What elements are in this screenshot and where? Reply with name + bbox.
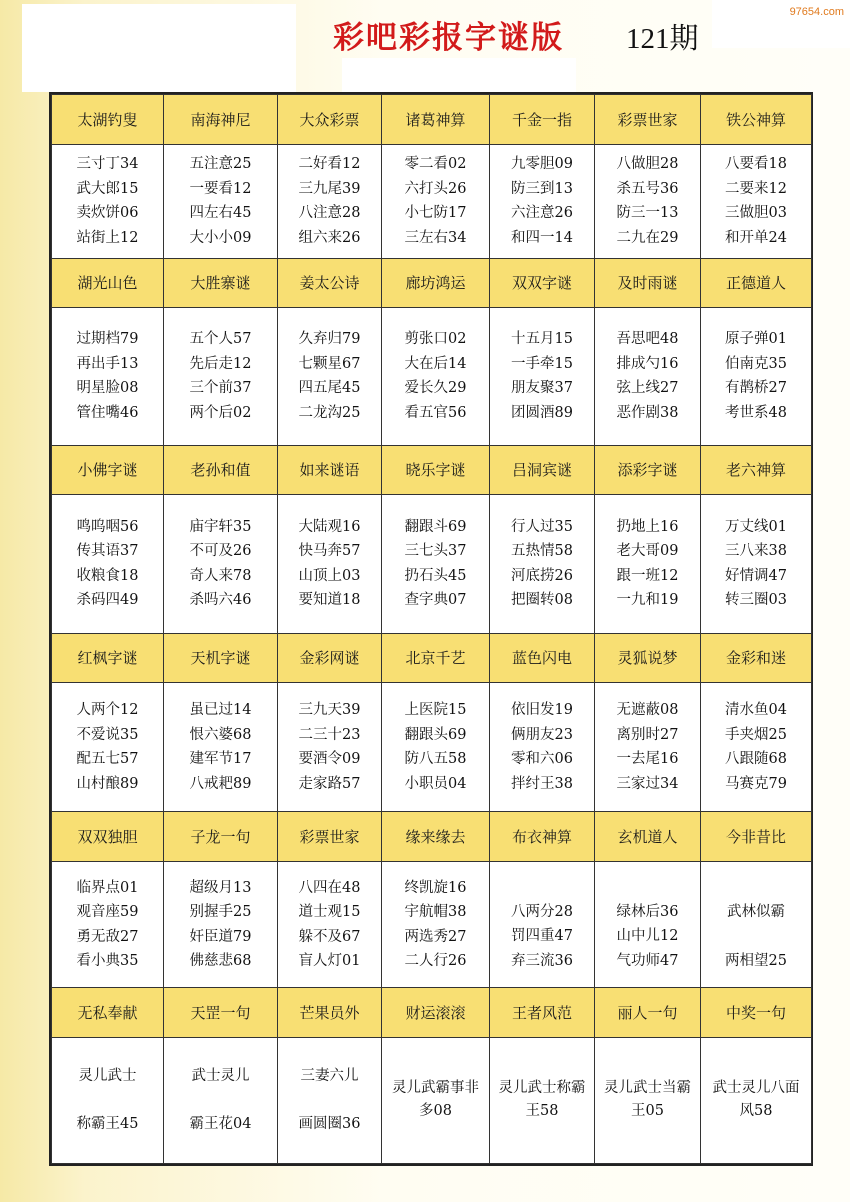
entry-line: 吾思吧48 xyxy=(616,331,679,348)
entry-cell xyxy=(164,1037,278,1163)
entry-cell xyxy=(595,683,701,812)
entry-line: 一九和19 xyxy=(616,592,679,609)
entry-line: 考世系48 xyxy=(725,404,787,421)
column-header: 吕洞宾谜 xyxy=(490,445,595,495)
entry-line: 八四在48 xyxy=(298,879,361,896)
entry-row xyxy=(52,862,812,988)
entry-line: 老大哥09 xyxy=(616,543,679,560)
entry-line: 一去尾16 xyxy=(616,751,679,768)
entry-line: 大在后14 xyxy=(404,355,467,372)
entry-cell xyxy=(52,308,164,445)
entry-line: 五注意25 xyxy=(189,156,252,173)
entry-line: 拌纣王38 xyxy=(511,775,573,792)
entry-line: 卖炊饼06 xyxy=(76,205,139,222)
entry-line: 二九在29 xyxy=(616,229,679,246)
entry-cell xyxy=(595,495,701,633)
entry-line: 庙宇轩35 xyxy=(189,518,252,535)
entry-line: 上医院15 xyxy=(404,702,467,719)
entry-line: 画圆圈36 xyxy=(298,1116,361,1133)
entry-line: 走家路57 xyxy=(298,775,361,792)
column-header: 无私奉献 xyxy=(52,988,164,1038)
entry-line: 大小小09 xyxy=(189,229,252,246)
entry-cell xyxy=(701,308,812,445)
entry-line: 虽已过14 xyxy=(189,702,252,719)
entry-line: 灵儿武士当霸王05 xyxy=(604,1080,691,1120)
column-header: 芒果员外 xyxy=(278,988,382,1038)
entry-line: 三七头37 xyxy=(404,543,467,560)
entry-line: 躲不及67 xyxy=(298,928,361,945)
column-header: 王者风范 xyxy=(490,988,595,1038)
entry-cell xyxy=(701,862,812,988)
entry-line: 排成勺16 xyxy=(616,355,679,372)
column-header: 中奖一句 xyxy=(701,988,812,1038)
entry-line: 手夹烟25 xyxy=(725,726,787,743)
entry-line: 二龙沟25 xyxy=(298,404,361,421)
entry-row xyxy=(52,308,812,445)
entry-cell xyxy=(382,1037,490,1163)
entry-line: 八跟随68 xyxy=(725,751,787,768)
entry-line: 防三一13 xyxy=(616,205,679,222)
entry-line: 三九天39 xyxy=(298,702,361,719)
column-header: 正德道人 xyxy=(701,258,812,308)
entry-cell xyxy=(164,308,278,445)
entry-cell xyxy=(382,683,490,812)
entry-line: 防八五58 xyxy=(404,751,467,768)
entry-cell xyxy=(164,144,278,258)
column-header: 金彩和迷 xyxy=(701,633,812,683)
entry-line: 八两分28 xyxy=(511,903,573,920)
entry-line: 八注意28 xyxy=(298,205,361,222)
entry-line: 小七防17 xyxy=(404,205,467,222)
column-header: 添彩字谜 xyxy=(595,445,701,495)
entry-line: 气功师47 xyxy=(616,952,679,969)
entry-line: 查字典07 xyxy=(404,592,467,609)
entry-line: 三左右34 xyxy=(404,229,467,246)
entry-cell xyxy=(278,144,382,258)
entry-line: 马赛克79 xyxy=(725,775,787,792)
entry-cell xyxy=(278,308,382,445)
entry-line xyxy=(701,925,811,949)
entry-line: 大陆观16 xyxy=(298,518,361,535)
entry-line: 翻跟斗69 xyxy=(404,518,467,535)
entry-line: 奇人来78 xyxy=(189,567,252,584)
column-header: 天机字谜 xyxy=(164,633,278,683)
entry-cell xyxy=(382,144,490,258)
column-header: 玄机道人 xyxy=(595,812,701,862)
entry-line: 离别时27 xyxy=(616,726,679,743)
riddle-board xyxy=(49,92,813,1166)
entry-line: 和开单24 xyxy=(725,229,787,246)
entry-line: 绿林后36 xyxy=(616,903,679,920)
entry-line: 快马奔57 xyxy=(298,543,361,560)
header-row xyxy=(52,445,812,495)
column-header: 太湖钓叟 xyxy=(52,95,164,145)
entry-line: 好情调47 xyxy=(725,567,787,584)
entry-line: 八做胆28 xyxy=(616,156,679,173)
column-header: 子龙一句 xyxy=(164,812,278,862)
white-patch-left xyxy=(22,4,296,92)
entry-line: 称霸王45 xyxy=(76,1116,139,1133)
entry-line: 万丈线01 xyxy=(725,518,787,535)
entry-line: 爱长久29 xyxy=(404,380,467,397)
entry-line: 看小典35 xyxy=(76,953,139,970)
entry-line: 扔地上16 xyxy=(616,518,679,535)
entry-cell xyxy=(52,683,164,812)
entry-line: 武林似霸 xyxy=(727,904,785,921)
entry-line: 三寸丁34 xyxy=(76,156,139,173)
entry-line: 恶作剧38 xyxy=(616,404,679,421)
column-header: 彩票世家 xyxy=(595,95,701,145)
column-header: 如来谜语 xyxy=(278,445,382,495)
entry-line: 二要来12 xyxy=(725,180,787,197)
entry-line: 河底捞26 xyxy=(511,567,573,584)
entry-line: 观音座59 xyxy=(76,904,139,921)
column-header: 大胜寨谜 xyxy=(164,258,278,308)
header-row xyxy=(52,633,812,683)
entry-line: 清水鱼04 xyxy=(725,702,787,719)
column-header: 双双独胆 xyxy=(52,812,164,862)
column-header: 铁公神算 xyxy=(701,95,812,145)
entry-line: 超级月13 xyxy=(189,879,252,896)
entry-line: 三妻六儿 xyxy=(300,1067,359,1084)
page-title: 彩吧彩报字谜版 xyxy=(333,20,564,56)
entry-line: 终凯旋16 xyxy=(404,879,467,896)
entry-line: 五热情58 xyxy=(511,543,573,560)
entry-line: 八要看18 xyxy=(725,156,787,173)
entry-line: 要酒令09 xyxy=(298,751,361,768)
entry-line: 组六来26 xyxy=(298,229,361,246)
entry-line: 八戒耙89 xyxy=(189,775,252,792)
entry-line: 收粮食18 xyxy=(76,567,139,584)
entry-line: 站街上12 xyxy=(76,229,139,246)
header-row xyxy=(52,258,812,308)
entry-line: 零和六06 xyxy=(511,751,573,768)
column-header: 姜太公诗 xyxy=(278,258,382,308)
entry-line: 一要看12 xyxy=(189,180,252,197)
entry-line: 跟一班12 xyxy=(616,567,679,584)
entry-cell xyxy=(701,683,812,812)
entry-line: 勇无敌27 xyxy=(76,928,139,945)
entry-line: 传其语37 xyxy=(76,543,139,560)
column-header: 彩票世家 xyxy=(278,812,382,862)
column-header: 双双字谜 xyxy=(490,258,595,308)
site-watermark: 97654.com xyxy=(789,6,844,18)
entry-line: 再出手13 xyxy=(76,355,139,372)
entry-line: 朋友聚37 xyxy=(511,380,573,397)
entry-line: 无遮蔽08 xyxy=(616,702,679,719)
entry-line: 灵儿武士 xyxy=(78,1067,137,1084)
column-header: 布衣神算 xyxy=(490,812,595,862)
entry-line xyxy=(490,876,594,900)
entry-cell xyxy=(490,495,595,633)
entry-line: 二好看12 xyxy=(298,156,361,173)
entry-line: 转三圈03 xyxy=(725,592,787,609)
entry-cell xyxy=(595,144,701,258)
issue-number: 121期 xyxy=(626,23,699,55)
entry-cell xyxy=(382,308,490,445)
entry-line: 武士灵儿八面风58 xyxy=(712,1080,800,1120)
entry-line: 管住嘴46 xyxy=(76,404,139,421)
entry-line: 不可及26 xyxy=(189,543,252,560)
column-header: 缘来缘去 xyxy=(382,812,490,862)
column-header: 湖光山色 xyxy=(52,258,164,308)
entry-line: 临界点01 xyxy=(76,879,139,896)
entry-line: 杀五号36 xyxy=(616,180,679,197)
entry-line: 三八来38 xyxy=(725,543,787,560)
column-header: 今非昔比 xyxy=(701,812,812,862)
entry-line: 六打头26 xyxy=(404,180,467,197)
entry-line: 配五七57 xyxy=(76,751,139,768)
entry-cell xyxy=(490,862,595,988)
entry-cell xyxy=(52,1037,164,1163)
entry-line: 弦上线27 xyxy=(616,380,679,397)
entry-line: 扔石头45 xyxy=(404,567,467,584)
column-header: 老孙和值 xyxy=(164,445,278,495)
column-header: 红枫字谜 xyxy=(52,633,164,683)
entry-cell xyxy=(164,495,278,633)
entry-line: 七颗星67 xyxy=(298,355,361,372)
entry-line: 武大郎15 xyxy=(76,180,139,197)
entry-line: 山中儿12 xyxy=(616,928,679,945)
column-header: 蓝色闪电 xyxy=(490,633,595,683)
entry-cell xyxy=(490,308,595,445)
header-row xyxy=(52,988,812,1038)
entry-line: 原子弹01 xyxy=(725,331,787,348)
entry-line: 明星脸08 xyxy=(76,380,139,397)
entry-line: 二人行26 xyxy=(404,953,467,970)
entry-line: 杀吗六46 xyxy=(189,592,252,609)
entry-line: 灵儿武士称霸王58 xyxy=(498,1080,586,1120)
entry-line: 三家过34 xyxy=(616,775,679,792)
entry-line: 有鹊桥27 xyxy=(725,380,787,397)
entry-row xyxy=(52,683,812,812)
entry-cell xyxy=(52,862,164,988)
entry-line: 零二看02 xyxy=(404,156,467,173)
white-patch-center xyxy=(342,58,576,94)
entry-line: 伯南克35 xyxy=(725,355,787,372)
entry-line: 团圆酒89 xyxy=(511,404,573,421)
entry-line: 行人过35 xyxy=(511,518,573,535)
entry-line: 四五尾45 xyxy=(298,380,361,397)
entry-line: 三做胆03 xyxy=(725,205,787,222)
entry-cell xyxy=(164,683,278,812)
entry-cell xyxy=(382,862,490,988)
entry-line: 三个前37 xyxy=(189,380,252,397)
entry-cell xyxy=(490,1037,595,1163)
column-header: 天罡一句 xyxy=(164,988,278,1038)
entry-row xyxy=(52,495,812,633)
entry-line: 翻跟头69 xyxy=(404,726,467,743)
entry-row xyxy=(52,144,812,258)
entry-line xyxy=(595,876,700,900)
entry-line: 四左右45 xyxy=(189,205,252,222)
entry-row xyxy=(52,1037,812,1163)
entry-line: 先后走12 xyxy=(189,355,252,372)
column-header: 千金一指 xyxy=(490,95,595,145)
entry-line: 小职员04 xyxy=(404,775,467,792)
entry-cell xyxy=(382,495,490,633)
entry-line: 两相望25 xyxy=(725,952,787,969)
entry-cell xyxy=(278,495,382,633)
entry-line: 别握手25 xyxy=(189,904,252,921)
entry-line xyxy=(701,876,811,900)
entry-line: 恨六婆68 xyxy=(189,726,252,743)
entry-line: 罚四重47 xyxy=(511,928,573,945)
entry-line: 道士观15 xyxy=(298,904,361,921)
entry-line: 十五月15 xyxy=(511,331,573,348)
entry-cell xyxy=(278,1037,382,1163)
entry-line: 奸臣道79 xyxy=(189,928,252,945)
entry-line: 佛慈悲68 xyxy=(189,953,252,970)
entry-line: 防三到13 xyxy=(511,180,573,197)
entry-line: 九零胆09 xyxy=(511,156,573,173)
entry-line: 三九尾39 xyxy=(298,180,361,197)
spacer xyxy=(278,1088,381,1112)
column-header: 晓乐字谜 xyxy=(382,445,490,495)
entry-line: 弃三流36 xyxy=(511,952,573,969)
entry-line: 要知道18 xyxy=(298,592,361,609)
header-row xyxy=(52,95,812,145)
column-header: 及时雨谜 xyxy=(595,258,701,308)
column-header: 大众彩票 xyxy=(278,95,382,145)
entry-line: 二三十23 xyxy=(298,726,361,743)
entry-line: 宇航帽38 xyxy=(404,904,467,921)
entry-line: 鸣呜咽56 xyxy=(76,518,139,535)
entry-line: 五个人57 xyxy=(189,331,252,348)
column-header: 灵狐说梦 xyxy=(595,633,701,683)
entry-line: 六注意26 xyxy=(511,205,573,222)
entry-cell xyxy=(701,1037,812,1163)
entry-line: 山顶上03 xyxy=(298,567,361,584)
entry-line: 和四一14 xyxy=(511,229,573,246)
entry-line: 霸王花04 xyxy=(189,1116,252,1133)
entry-cell xyxy=(278,683,382,812)
entry-line: 俩朋友23 xyxy=(511,726,573,743)
entry-line: 杀码四49 xyxy=(76,592,139,609)
column-header: 金彩网谜 xyxy=(278,633,382,683)
entry-line: 两个后02 xyxy=(189,404,252,421)
entry-line: 久弃归79 xyxy=(298,331,361,348)
spacer xyxy=(164,1088,277,1112)
entry-cell xyxy=(595,862,701,988)
entry-cell xyxy=(490,144,595,258)
entry-line: 依旧发19 xyxy=(511,702,573,719)
column-header: 南海神尼 xyxy=(164,95,278,145)
entry-line: 山村酿89 xyxy=(76,775,139,792)
column-header: 小佛字谜 xyxy=(52,445,164,495)
entry-cell xyxy=(490,683,595,812)
entry-cell xyxy=(52,495,164,633)
entry-cell xyxy=(278,862,382,988)
entry-line: 过期档79 xyxy=(76,331,139,348)
entry-line: 把圈转08 xyxy=(511,592,573,609)
entry-cell xyxy=(52,144,164,258)
entry-line: 灵儿武霸事非多08 xyxy=(392,1080,479,1120)
entry-cell xyxy=(164,862,278,988)
entry-line: 武士灵儿 xyxy=(191,1067,250,1084)
column-header: 财运滚滚 xyxy=(382,988,490,1038)
column-header: 诸葛神算 xyxy=(382,95,490,145)
entry-line: 剪张口02 xyxy=(404,331,467,348)
entry-line: 人两个12 xyxy=(76,702,139,719)
header-row xyxy=(52,812,812,862)
entry-cell xyxy=(595,308,701,445)
entry-cell xyxy=(701,495,812,633)
entry-cell xyxy=(701,144,812,258)
spacer xyxy=(52,1088,163,1112)
column-header: 廊坊鸿运 xyxy=(382,258,490,308)
column-header: 老六神算 xyxy=(701,445,812,495)
entry-line: 建军节17 xyxy=(189,751,252,768)
entry-line: 看五官56 xyxy=(404,404,467,421)
riddle-table xyxy=(51,94,812,1164)
entry-line: 不爱说35 xyxy=(76,726,139,743)
column-header: 丽人一句 xyxy=(595,988,701,1038)
entry-line: 两选秀27 xyxy=(404,928,467,945)
entry-cell xyxy=(595,1037,701,1163)
entry-line: 盲人灯01 xyxy=(298,953,361,970)
entry-line: 一手牵15 xyxy=(511,355,573,372)
column-header: 北京千艺 xyxy=(382,633,490,683)
